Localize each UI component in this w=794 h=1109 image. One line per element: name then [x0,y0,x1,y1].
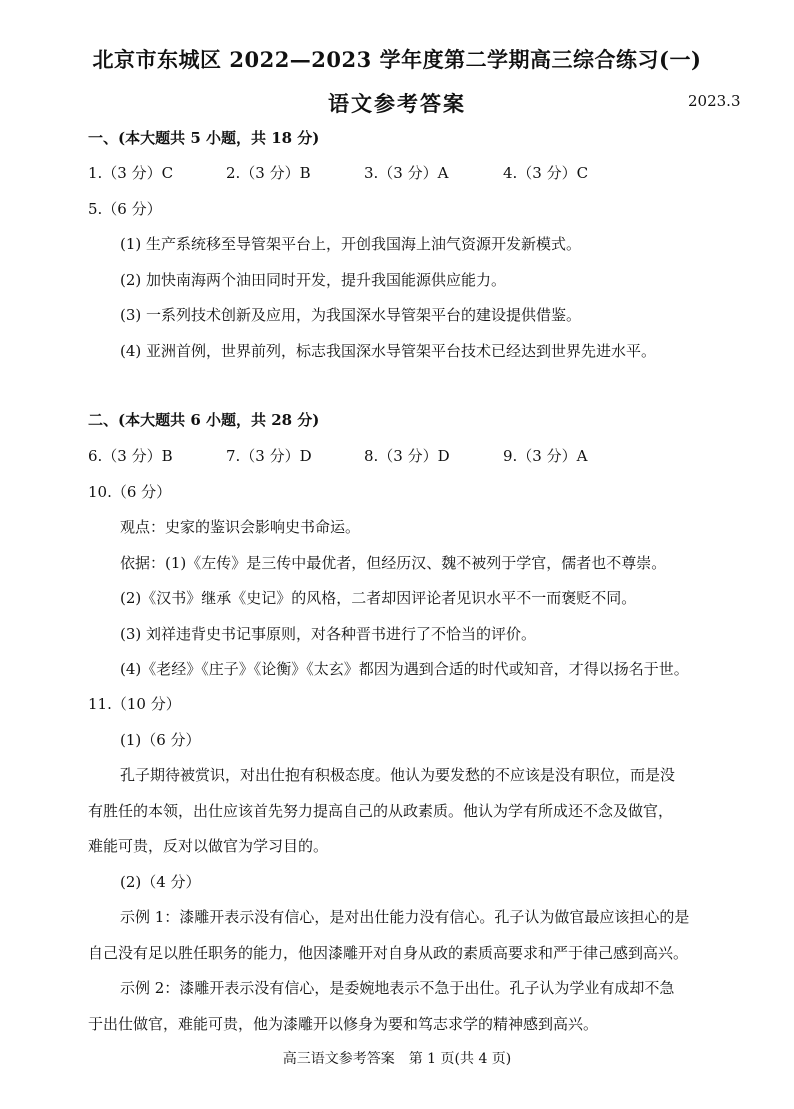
answer-q7: 7.（3 分）D [226,447,312,465]
answer-q11-part-2-line-4: 于出仕做官，难能可贵，他为漆雕开以修身为要和笃志求学的精神感到高兴。 [88,1015,599,1033]
answer-q2: 2.（3 分）B [226,164,311,182]
answer-q8: 8.（3 分）D [364,447,450,465]
answer-q11-part-1-label: (1)（6 分） [120,731,201,749]
answer-q6: 6.（3 分）B [88,447,173,465]
answer-q10-line-3: (2)《汉书》继承《史记》的风格，二者却因评论者见识水平不一而褒贬不同。 [120,589,637,607]
answer-q11-part-1-line-2: 有胜任的本领，出仕应该首先努力提高自己的从政素质。他认为学有所成还不念及做官， [88,802,674,820]
answer-q10-line-2: 依据：(1)《左传》是三传中最优者，但经历汉、魏不被列于学官，儒者也不尊崇。 [120,554,667,572]
answer-q11-part-1-line-3: 难能可贵，反对以做官为学习目的。 [88,837,329,855]
answer-q10-label: 10.（6 分） [88,483,172,501]
answer-q9: 9.（3 分）A [503,447,588,465]
document-date: 2023.3 [688,92,741,110]
answer-q5-item-1: (1) 生产系统移至导管架平台上，开创我国海上油气资源开发新模式。 [120,235,582,253]
answer-q3: 3.（3 分）A [364,164,449,182]
answer-q11-part-2-line-1: 示例 1：漆雕开表示没有信心，是对出仕能力没有信心。孔子认为做官最应该担心的是 [120,908,690,926]
answer-q11-part-2-line-2: 自己没有足以胜任职务的能力，他因漆雕开对自身从政的素质高要求和严于律己感到高兴。 [88,944,689,962]
answer-q11-label: 11.（10 分） [88,695,181,713]
answer-q10-line-5: (4)《老经》《庄子》《论衡》《太玄》都因为遇到合适的时代或知音，才得以扬名于世。 [120,660,689,678]
page-footer: 高三语文参考答案 第 1 页(共 4 页) [282,1051,512,1067]
answer-q1: 1.（3 分）C [88,164,174,182]
answer-q5-item-2: (2) 加快南海两个油田同时开发，提升我国能源供应能力。 [120,271,507,289]
answer-q11-part-2-line-3: 示例 2：漆雕开表示没有信心，是委婉地表示不急于出仕。孔子认为学业有成却不急 [120,979,675,997]
answer-q11-part-2-label: (2)（4 分） [120,873,201,891]
answer-q5-item-3: (3) 一系列技术创新及应用，为我国深水导管架平台的建设提供借鉴。 [120,306,582,324]
answer-q11-part-1-line-1: 孔子期待被赏识，对出仕抱有积极态度。他认为要发愁的不应该是没有职位，而是没 [120,766,676,784]
document-subtitle: 语文参考答案 [328,91,466,116]
answer-q10-line-1: 观点：史家的鉴识会影响史书命运。 [120,518,361,536]
answer-q5-label: 5.（6 分） [88,200,162,218]
document-title: 北京市东城区 2022—2023 学年度第二学期高三综合练习(一) [92,47,702,72]
answer-q4: 4.（3 分）C [503,164,589,182]
answer-q10-line-4: (3) 刘祥违背史书记事原则，对各种晋书进行了不恰当的评价。 [120,625,537,643]
answer-q5-item-4: (4) 亚洲首例，世界前列，标志我国深水导管架平台技术已经达到世界先进水平。 [120,342,657,360]
section-1-heading: 一、(本大题共 5 小题，共 18 分) [88,129,320,147]
section-2-heading: 二、(本大题共 6 小题，共 28 分) [88,411,320,429]
